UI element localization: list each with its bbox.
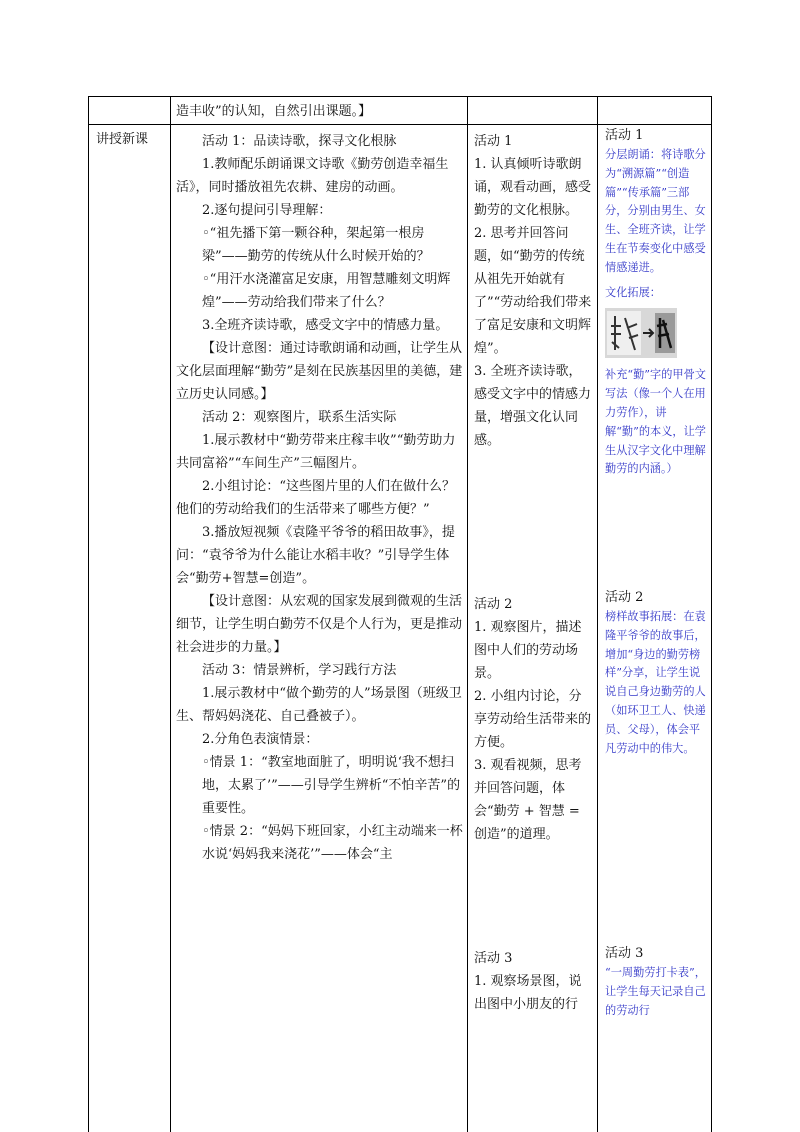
notes-glyph-explanation: 补充“勤”字的甲骨文写法（像一个人在用力劳作），讲解“勤”的本义，让学生从汉字文化中理解勤劳的内涵。） <box>605 368 706 476</box>
table-divider-2 <box>467 96 468 1132</box>
activity-1-title: 活动 1：品读诗歌，探寻文化根脉 <box>202 134 397 149</box>
student-activity-1-title: 活动 1 <box>474 134 513 149</box>
teacher-activities <box>176 130 463 866</box>
table-divider-1 <box>170 96 171 1132</box>
student-activity-1-item-2: 2. 思考并回答问题，如“勤劳的传统从祖先开始就有了”“劳动给我们带来了富足安康和文明辉煌”。 <box>474 226 592 356</box>
section-label: 讲授新课 <box>96 132 149 147</box>
activity-2-design-intent: 【设计意图：从宏观的国家发展到微观的生活细节，让学生明白勤劳不仅是个人行为，更是推动社会进步的力量。】 <box>176 594 463 655</box>
notes-activity-2 <box>605 588 707 758</box>
activity-3-step-1: 1.展示教材中“做个勤劳的人”场景图（班级卫生、帮妈妈浇花、自己叠被子）。 <box>176 686 462 724</box>
student-activity-3-title: 活动 3 <box>474 951 513 966</box>
student-activity-2-item-3: 3. 观看视频，思考并回答问题，体会“勤劳 + 智慧 = 创造”的道理。 <box>474 758 582 842</box>
notes-activity-1-title: 活动 1 <box>605 128 644 143</box>
student-activity-2 <box>474 593 594 846</box>
table-border-right <box>711 96 712 1132</box>
top-row-text: 造丰收”的认知，自然引出课题。】 <box>176 104 372 119</box>
notes-activity-2-title: 活动 2 <box>605 590 644 605</box>
oracle-bone-qin-glyph-image <box>605 308 677 358</box>
activity-1-step-2: 2.逐句提问引导理解： <box>202 203 332 218</box>
notes-activity-1-text: 分层朗诵：将诗歌分为“溯源篇”“创造篇”“传承篇”三部分，分别由男生、女生、全班齐读，让学生在节奏变化中感受情感递进。 <box>605 148 706 274</box>
notes-culture-extension-label: 文化拓展： <box>605 285 661 299</box>
activity-1-step-3: 3.全班齐读诗歌，感受文字中的情感力量。 <box>202 318 449 333</box>
table-divider-3 <box>597 96 598 1132</box>
activity-1-bullet-2: ◦ “用汗水浇灌富足安康，用智慧雕刻文明辉煌”——劳动给我们带来了什么？ <box>176 268 463 314</box>
notes-activity-1 <box>605 126 707 479</box>
activity-3-bullet-2: ◦ 情景 2：“妈妈下班回家，小红主动端来一杯水说‘妈妈我来浇花’”——体会“主 <box>176 820 463 866</box>
student-activity-2-item-2: 2. 小组内讨论，分享劳动给生活带来的方便。 <box>474 689 592 750</box>
notes-activity-3 <box>605 944 707 1020</box>
student-activity-2-title: 活动 2 <box>474 597 513 612</box>
row-divider <box>88 124 712 125</box>
notes-activity-3-title: 活动 3 <box>605 946 644 961</box>
student-activity-3-item-1: 1. 观察场景图，说出图中小朋友的行 <box>474 974 582 1012</box>
activity-1-step-1: 1.教师配乐朗诵课文诗歌《勤劳创造幸福生活》，同时播放祖先农耕、建房的动画。 <box>176 157 449 195</box>
student-activity-1-item-1: 1. 认真倾听诗歌朗诵，观看动画，感受勤劳的文化根脉。 <box>474 157 592 218</box>
activity-3-bullet-1: ◦ 情景 1：“教室地面脏了，明明说‘我不想扫地，太累了’”——引导学生辨析“不怕辛苦”的重要性。 <box>176 751 463 820</box>
student-activity-1-item-3: 3. 全班齐读诗歌，感受文字中的情感力量，增强文化认同感。 <box>474 364 592 448</box>
activity-2-title: 活动 2：观察图片，联系生活实际 <box>202 410 397 425</box>
table-border-top <box>88 96 712 97</box>
student-activity-1 <box>474 130 594 452</box>
activity-2-step-3: 3.播放短视频《袁隆平爷爷的稻田故事》，提问：“袁爷爷为什么能让水稻丰收？”引导学生体会“勤劳+智慧=创造”。 <box>176 525 455 586</box>
activity-2-step-2: 2.小组讨论：“这些图片里的人们在做什么？他们的劳动给我们的生活带来了哪些方便？” <box>176 479 456 517</box>
oracle-bone-glyph-icon <box>605 308 677 358</box>
student-activity-3 <box>474 947 594 1016</box>
activity-3-step-2: 2.分角色表演情景： <box>202 732 319 747</box>
notes-activity-2-text: 榜样故事拓展：在袁隆平爷爷的故事后，增加“身边的勤劳榜样”分享，让学生说说自己身边勤劳的人（如环卫工人、快递员、父母），体会平凡劳动中的伟大。 <box>605 610 706 755</box>
activity-1-design-intent: 【设计意图：通过诗歌朗诵和动画，让学生从文化层面理解“勤劳”是刻在民族基因里的美德，建立历史认同感。】 <box>176 341 463 402</box>
activity-1-bullet-1: ◦ “祖先播下第一颗谷种，架起第一根房梁”——勤劳的传统从什么时候开始的？ <box>176 222 463 268</box>
table-border-left <box>88 96 89 1132</box>
activity-3-title: 活动 3：情景辨析，学习践行方法 <box>202 663 397 678</box>
activity-2-step-1: 1.展示教材中“勤劳带来庄稼丰收”“勤劳助力共同富裕”“车间生产”三幅图片。 <box>176 433 456 471</box>
student-activity-2-item-1: 1. 观察图片，描述图中人们的劳动场景。 <box>474 620 582 681</box>
notes-activity-3-text: “一周勤劳打卡表”，让学生每天记录自己的劳动行 <box>605 966 706 1017</box>
